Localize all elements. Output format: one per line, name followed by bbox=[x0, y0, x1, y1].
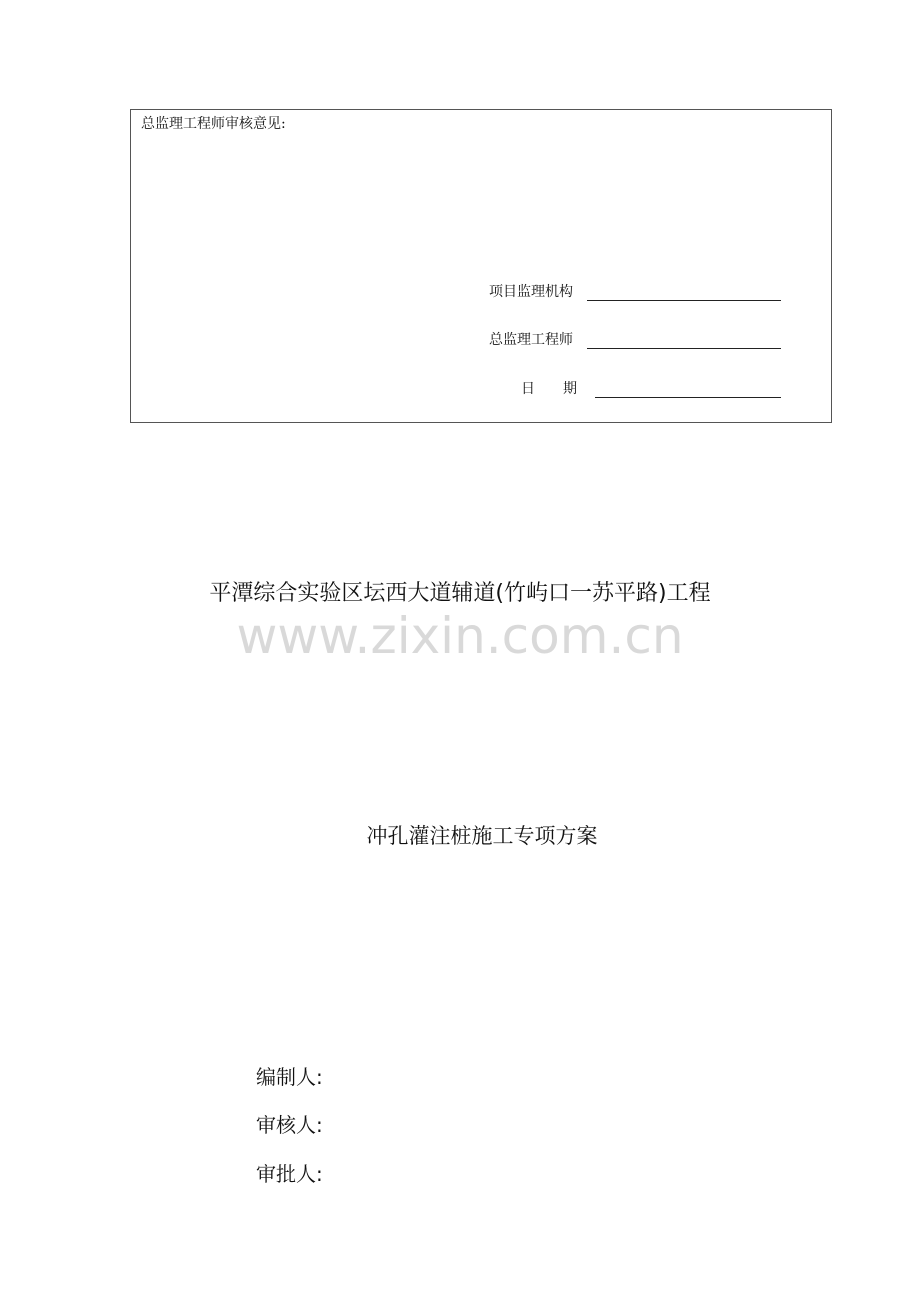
signature-blank-line[interactable] bbox=[595, 397, 781, 398]
project-title: 平潭综合实验区坛西大道辅道(竹屿口一苏平路)工程 bbox=[209, 581, 711, 606]
signature-label: 项目监理机构 bbox=[489, 284, 573, 300]
review-heading: 总监理工程师审核意见: bbox=[141, 116, 286, 132]
scheme-title: 冲孔灌注桩施工专项方案 bbox=[366, 824, 598, 848]
watermark: www.zixin.com.cn bbox=[236, 607, 684, 665]
sign-field-reviewer: 审核人: bbox=[256, 1113, 323, 1137]
signature-label: 日 期 bbox=[521, 381, 577, 397]
sign-field-approver: 审批人: bbox=[256, 1162, 323, 1186]
sign-field-compiler: 编制人: bbox=[256, 1065, 323, 1089]
signature-label: 总监理工程师 bbox=[489, 332, 573, 348]
signature-blank-line[interactable] bbox=[587, 348, 781, 349]
review-box bbox=[130, 109, 832, 423]
signature-blank-line[interactable] bbox=[587, 300, 781, 301]
